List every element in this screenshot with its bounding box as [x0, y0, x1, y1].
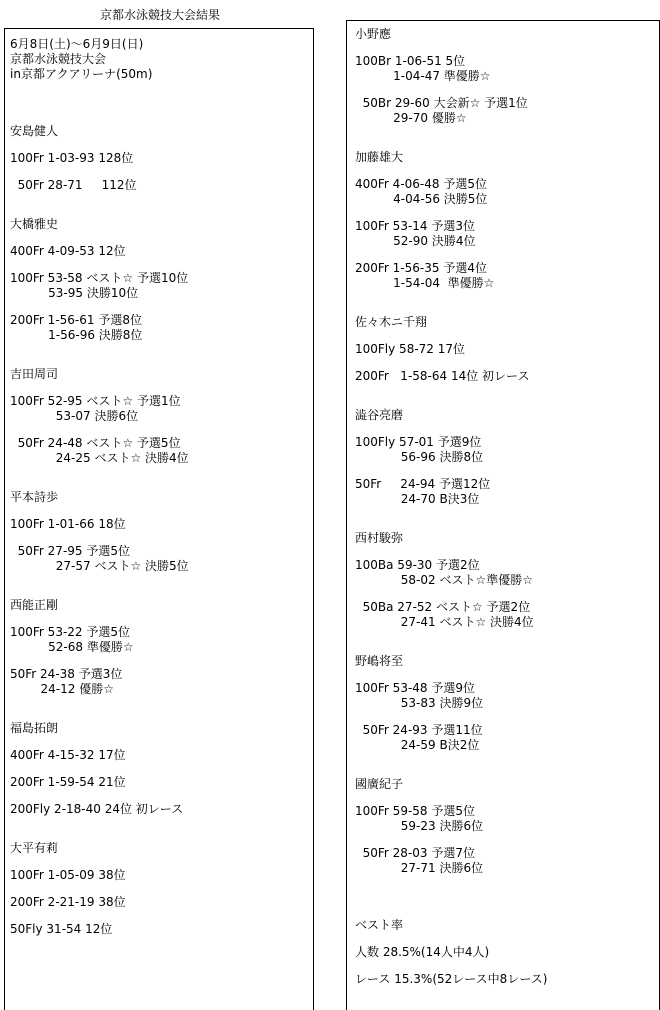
result-line: 100Fr 1-05-09 38位 [10, 868, 126, 882]
swimmer-name: 國廣紀子 [355, 777, 404, 791]
event-result [10, 868, 313, 883]
result-line: 200Fr 1-59-54 21位 [10, 775, 126, 789]
spacer [355, 165, 659, 177]
best-rate-summary [355, 918, 659, 987]
swimmer-block [355, 27, 659, 126]
swimmer-name: 平本詩歩 [10, 490, 59, 504]
spacer [10, 655, 313, 667]
result-line: 100Fr 1-03-93 128位 [10, 151, 134, 165]
result-line: 24-12 優勝☆ [10, 682, 114, 696]
spacer [355, 384, 659, 408]
result-line: 24-70 B決3位 [355, 492, 480, 506]
swimmer-block [355, 150, 659, 291]
result-line: 50Fr 24-38 予選3位 [10, 667, 123, 681]
result-line: 200Fly 2-18-40 24位 初レース [10, 802, 184, 816]
result-line: 1-54-04 準優勝☆ [355, 276, 495, 290]
result-line: 1-56-96 決勝8位 [10, 328, 143, 342]
result-line: 100Fr 53-58 ベスト☆ 予選10位 [10, 271, 189, 285]
swimmer-block [10, 490, 313, 574]
spacer [10, 166, 313, 178]
result-line: 50Br 29-60 大会新☆ 予選1位 [355, 96, 528, 110]
event-result [10, 667, 313, 697]
result-line: 50Ba 27-52 ベスト☆ 予選2位 [355, 600, 531, 614]
event-result [10, 517, 313, 532]
result-line: 27-71 決勝6位 [355, 861, 484, 875]
swimmer-name: 西能正剛 [10, 598, 59, 612]
event-result [10, 748, 313, 763]
event-result [10, 271, 313, 301]
spacer [355, 423, 659, 435]
swimmer-name: 野嶋将至 [355, 654, 404, 668]
spacer [10, 505, 313, 517]
swimmer-name: 大橋雅史 [10, 217, 59, 231]
swimmer-block [355, 531, 659, 630]
spacer [355, 357, 659, 369]
result-line: 56-96 決勝8位 [355, 450, 484, 464]
swimmer-block [355, 408, 659, 507]
event-result [355, 558, 659, 588]
event-result [10, 436, 313, 466]
spacer [355, 630, 659, 654]
spacer [10, 139, 313, 151]
swimmer-name: 安島健人 [10, 124, 59, 138]
event-result [10, 544, 313, 574]
spacer [10, 259, 313, 271]
spacer [10, 613, 313, 625]
spacer [10, 883, 313, 895]
spacer [355, 84, 659, 96]
spacer [355, 834, 659, 846]
spacer [355, 669, 659, 681]
result-line: 59-23 決勝6位 [355, 819, 484, 833]
swimmer-block [10, 124, 313, 193]
event-result [10, 394, 313, 424]
swimmer-name: 西村駿弥 [355, 531, 404, 545]
result-line: 100Fr 52-95 ベスト☆ 予選1位 [10, 394, 181, 408]
event-result [355, 681, 659, 711]
result-line: 58-02 ベスト☆準優勝☆ [355, 573, 533, 587]
spacer [355, 546, 659, 558]
result-line: 200Fr 1-56-61 予選8位 [10, 313, 142, 327]
event-result [10, 802, 313, 817]
summary-people: 人数 28.5%(14人中4人) [355, 945, 490, 959]
swimmer-block [10, 721, 313, 817]
left-results-column [4, 28, 314, 1010]
spacer [355, 792, 659, 804]
event-result [10, 895, 313, 910]
result-line: 200Fr 1-58-64 14位 初レース [355, 369, 530, 383]
result-line: 50Fr 28-03 予選7位 [355, 846, 475, 860]
spacer [355, 42, 659, 54]
event-result [10, 244, 313, 259]
event-result [355, 804, 659, 834]
spacer [10, 532, 313, 544]
swimmer-block [10, 598, 313, 697]
swimmer-name: 澁谷亮磨 [355, 408, 404, 422]
result-line: 100Fr 1-01-66 18位 [10, 517, 126, 531]
swimmer-name: 小野應 [355, 27, 392, 41]
spacer [355, 711, 659, 723]
result-line: 200Fr 2-21-19 38位 [10, 895, 126, 909]
result-line: 50Fr 24-94 予選12位 [355, 477, 491, 491]
event-result [355, 369, 659, 384]
event-result [355, 177, 659, 207]
left-swimmer-list [10, 124, 313, 937]
spacer [10, 343, 313, 367]
meet-info [10, 37, 313, 82]
event-result [355, 261, 659, 291]
result-line: 24-59 B決2位 [355, 738, 480, 752]
event-result [355, 435, 659, 465]
summary-races: レース 15.3%(52レース中8レース) [355, 972, 548, 986]
event-result [10, 151, 313, 166]
right-results-column [346, 20, 660, 1010]
spacer [355, 330, 659, 342]
result-line: 27-41 ベスト☆ 決勝4位 [355, 615, 534, 629]
result-line: 400Fr 4-15-32 17位 [10, 748, 126, 762]
spacer [10, 697, 313, 721]
result-line: 50Fr 24-93 予選11位 [355, 723, 483, 737]
spacer [355, 507, 659, 531]
result-line: 100Fly 57-01 予選9位 [355, 435, 482, 449]
result-line: 100Br 1-06-51 5位 [355, 54, 466, 68]
meet-venue: in京都アクアリーナ(50m) [10, 67, 153, 81]
result-line: 50Fr 27-95 予選5位 [10, 544, 130, 558]
swimmer-block [10, 841, 313, 937]
result-line: 29-70 優勝☆ [355, 111, 467, 125]
spacer [355, 207, 659, 219]
spacer [355, 753, 659, 777]
spacer [10, 301, 313, 313]
result-line: 27-57 ベスト☆ 決勝5位 [10, 559, 189, 573]
page-title: 京都水泳競技大会結果 [99, 8, 220, 22]
result-line: 1-04-47 準優勝☆ [355, 69, 491, 83]
result-line: 53-07 決勝6位 [10, 409, 139, 423]
swimmer-name: 佐々木ニ千翔 [355, 315, 428, 329]
spacer [10, 232, 313, 244]
event-result [10, 625, 313, 655]
swimmer-block [10, 367, 313, 466]
spacer [10, 763, 313, 775]
event-result [10, 313, 313, 343]
result-line: 50Fly 31-54 12位 [10, 922, 113, 936]
result-line: 100Fr 59-58 予選5位 [355, 804, 476, 818]
result-line: 100Ba 59-30 予選2位 [355, 558, 480, 572]
swimmer-block [10, 217, 313, 343]
result-line: 100Fr 53-14 予選3位 [355, 219, 476, 233]
swimmer-name: 大平有莉 [10, 841, 59, 855]
result-line: 100Fr 53-22 予選5位 [10, 625, 131, 639]
event-result [355, 723, 659, 753]
event-result [10, 922, 313, 937]
spacer [355, 291, 659, 315]
spacer [10, 382, 313, 394]
spacer [10, 856, 313, 868]
result-line: 53-83 決勝9位 [355, 696, 484, 710]
spacer [10, 424, 313, 436]
right-swimmer-list [355, 27, 659, 876]
swimmer-name: 福島拓朗 [10, 721, 59, 735]
spacer [10, 466, 313, 490]
result-line: 50Fr 28-71 112位 [10, 178, 137, 192]
result-line: 400Fr 4-06-48 予選5位 [355, 177, 487, 191]
spacer [10, 736, 313, 748]
meet-name: 京都水泳競技大会 [10, 52, 107, 66]
event-result [10, 178, 313, 193]
spacer [10, 790, 313, 802]
spacer [10, 910, 313, 922]
event-result [355, 600, 659, 630]
swimmer-name: 吉田周司 [10, 367, 59, 381]
result-line: 400Fr 4-09-53 12位 [10, 244, 126, 258]
result-line: 24-25 ベスト☆ 決勝4位 [10, 451, 189, 465]
event-result [355, 219, 659, 249]
result-line: 52-90 決勝4位 [355, 234, 476, 248]
result-line: 200Fr 1-56-35 予選4位 [355, 261, 487, 275]
meet-dates: 6月8日(土)～6月9日(日) [10, 37, 144, 51]
spacer [355, 465, 659, 477]
swimmer-name: 加藤雄大 [355, 150, 404, 164]
spacer [10, 817, 313, 841]
spacer [355, 126, 659, 150]
event-result [355, 342, 659, 357]
spacer [355, 249, 659, 261]
swimmer-block [355, 777, 659, 876]
result-line: 100Fly 58-72 17位 [355, 342, 466, 356]
swimmer-block [355, 654, 659, 753]
swimmer-block [355, 315, 659, 384]
event-result [355, 96, 659, 126]
spacer [10, 574, 313, 598]
spacer [355, 588, 659, 600]
result-line: 4-04-56 決勝5位 [355, 192, 488, 206]
event-result [355, 477, 659, 507]
result-line: 52-68 準優勝☆ [10, 640, 134, 654]
event-result [355, 54, 659, 84]
result-line: 100Fr 53-48 予選9位 [355, 681, 476, 695]
result-line: 53-95 決勝10位 [10, 286, 139, 300]
spacer [10, 193, 313, 217]
event-result [10, 775, 313, 790]
summary-heading: ベスト率 [355, 918, 404, 932]
event-result [355, 846, 659, 876]
result-line: 50Fr 24-48 ベスト☆ 予選5位 [10, 436, 181, 450]
